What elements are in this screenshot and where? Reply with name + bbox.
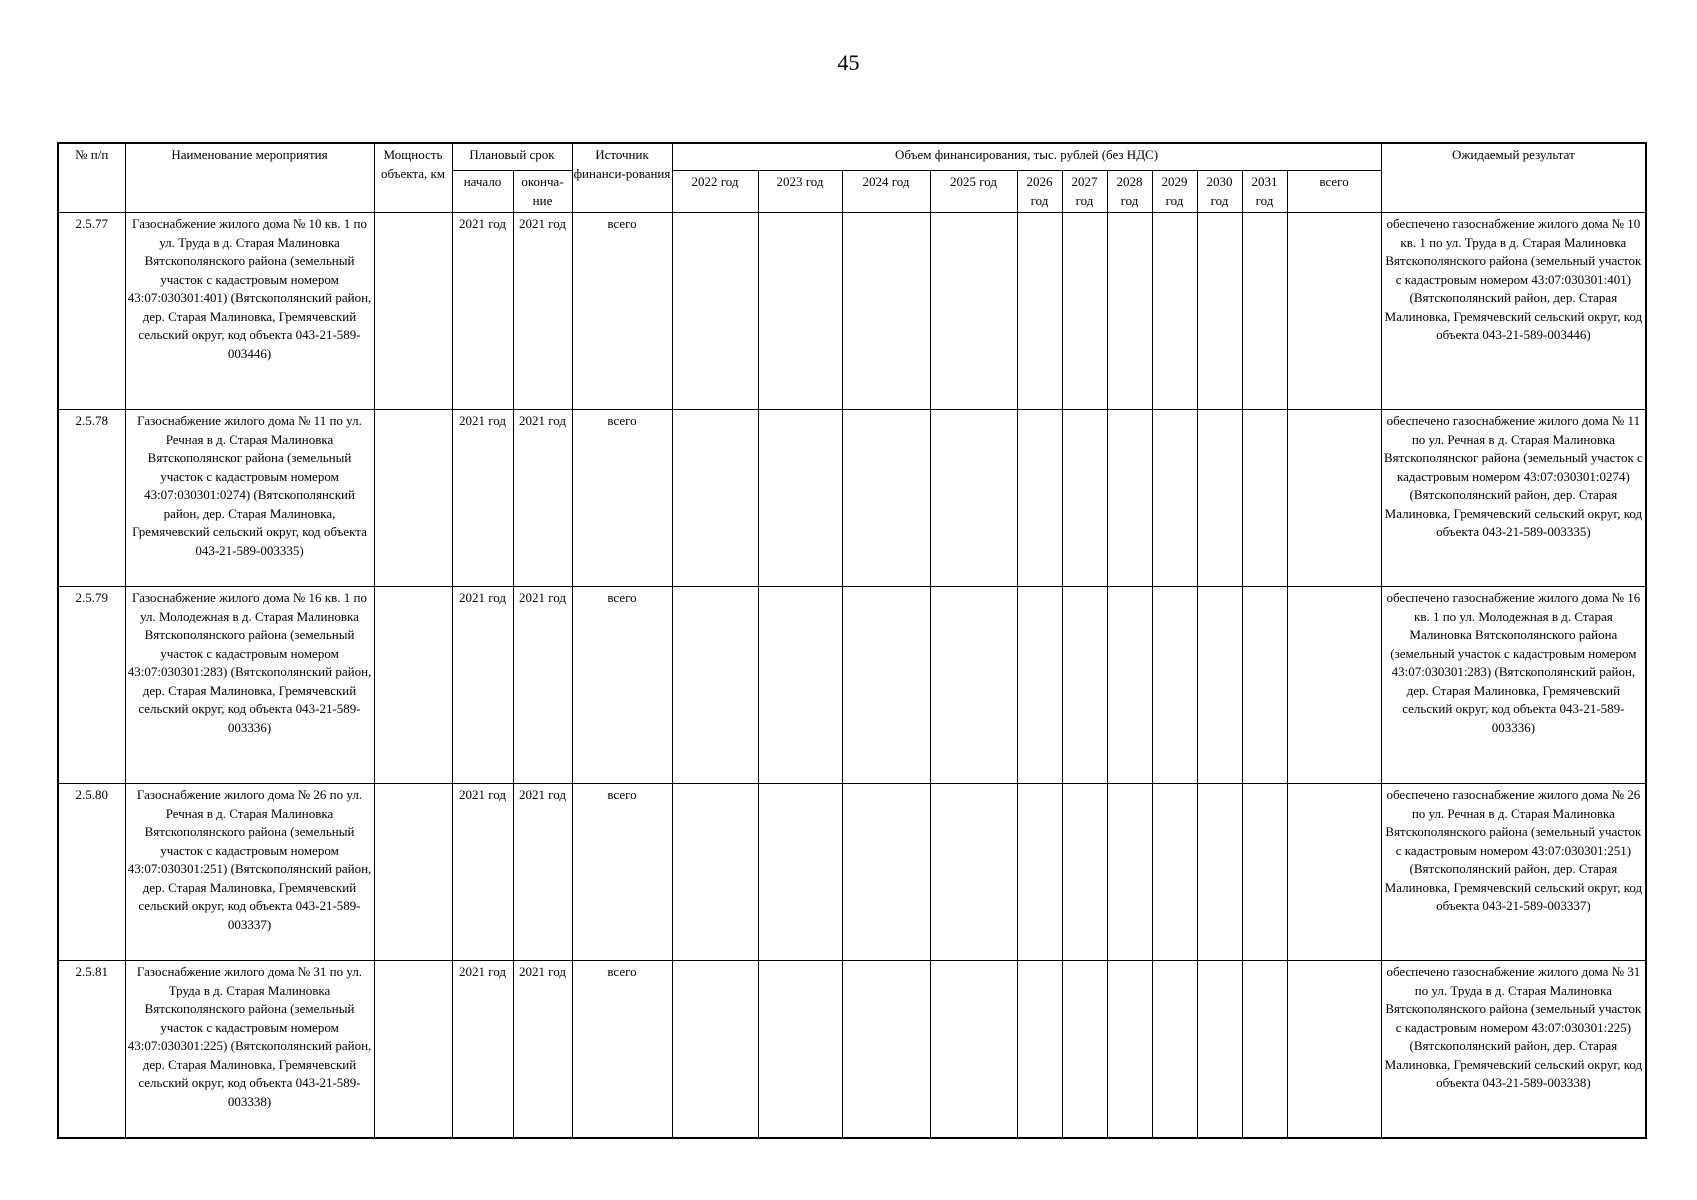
row-2031 (1242, 961, 1287, 1139)
row-2030 (1197, 213, 1242, 410)
row-2022 (672, 961, 758, 1139)
row-start: 2021 год (452, 961, 513, 1139)
row-2023 (758, 784, 842, 961)
header-year-2029: 2029 год (1152, 171, 1197, 213)
header-year-2027: 2027 год (1062, 171, 1107, 213)
header-year-2023: 2023 год (758, 171, 842, 213)
header-total: всего (1287, 171, 1381, 213)
row-num: 2.5.81 (58, 961, 125, 1139)
header-result: Ожидаемый результат (1381, 143, 1646, 213)
row-2023 (758, 213, 842, 410)
row-2030 (1197, 587, 1242, 784)
row-2029 (1152, 784, 1197, 961)
header-year-2030: 2030 год (1197, 171, 1242, 213)
header-year-2028: 2028 год (1107, 171, 1152, 213)
table-row (58, 410, 1646, 587)
row-2023 (758, 587, 842, 784)
table-row (58, 784, 1646, 961)
header-num: № п/п (58, 143, 125, 213)
row-name: Газоснабжение жилого дома № 16 кв. 1 по ул. Молодежная в д. Старая Малиновка Вятскополянского района (земельный участок с кадастровым номером 43:07:030301:283) (Вятскополянский район, дер. Старая Малиновка, Гремячевский сельский округ, код объекта 043-21-589-003336) (125, 587, 374, 784)
header-name: Наименование мероприятия (125, 143, 374, 213)
row-total (1287, 213, 1381, 410)
row-2029 (1152, 213, 1197, 410)
header-year-2026: 2026 год (1017, 171, 1062, 213)
row-capacity (374, 410, 452, 587)
row-2027 (1062, 961, 1107, 1139)
row-2028 (1107, 961, 1152, 1139)
row-2025 (930, 410, 1017, 587)
row-num: 2.5.77 (58, 213, 125, 410)
row-end: 2021 год (513, 213, 572, 410)
row-start: 2021 год (452, 410, 513, 587)
row-2030 (1197, 410, 1242, 587)
table-header-row (58, 143, 1646, 171)
row-2028 (1107, 587, 1152, 784)
row-2029 (1152, 587, 1197, 784)
row-start: 2021 год (452, 784, 513, 961)
row-result: обеспечено газоснабжение жилого дома № 16 кв. 1 по ул. Молодежная в д. Старая Малиновка Вятскополянского района (земельный участок с кадастровым номером 43:07:030301:283) (Вятскополянский район, дер. Старая Малиновка, Гремячевский сельский округ, код объекта 043-21-589-003336) (1381, 587, 1646, 784)
row-name: Газоснабжение жилого дома № 26 по ул. Речная в д. Старая Малиновка Вятскополянского района (земельный участок с кадастровым номером 43:07:030301:251) (Вятскополянский район, дер. Старая Малиновка, Гремячевский сельский округ, код объекта 043-21-589-003337) (125, 784, 374, 961)
row-total (1287, 784, 1381, 961)
header-year-2024: 2024 год (842, 171, 930, 213)
row-source: всего (572, 961, 672, 1139)
row-2024 (842, 587, 930, 784)
row-2025 (930, 587, 1017, 784)
row-name: Газоснабжение жилого дома № 10 кв. 1 по ул. Труда в д. Старая Малиновка Вятскополянского района (земельный участок с кадастровым номером 43:07:030301:401) (Вятскополянский район, дер. Старая Малиновка, Гремячевский сельский округ, код объекта 043-21-589-003446) (125, 213, 374, 410)
header-term-end: оконча-ние (513, 171, 572, 213)
row-2025 (930, 784, 1017, 961)
row-end: 2021 год (513, 784, 572, 961)
row-2026 (1017, 213, 1062, 410)
row-2022 (672, 784, 758, 961)
row-2024 (842, 961, 930, 1139)
header-year-2022: 2022 год (672, 171, 758, 213)
row-2029 (1152, 410, 1197, 587)
row-2028 (1107, 410, 1152, 587)
table-row (58, 587, 1646, 784)
row-2027 (1062, 587, 1107, 784)
row-2031 (1242, 587, 1287, 784)
row-source: всего (572, 410, 672, 587)
row-2025 (930, 961, 1017, 1139)
row-2027 (1062, 410, 1107, 587)
header-capacity: Мощность объекта, км (374, 143, 452, 213)
row-total (1287, 961, 1381, 1139)
row-total (1287, 410, 1381, 587)
row-2022 (672, 410, 758, 587)
row-2022 (672, 587, 758, 784)
row-num: 2.5.78 (58, 410, 125, 587)
row-2026 (1017, 410, 1062, 587)
row-2028 (1107, 213, 1152, 410)
table-row (58, 213, 1646, 410)
row-2030 (1197, 961, 1242, 1139)
row-2026 (1017, 784, 1062, 961)
row-total (1287, 587, 1381, 784)
header-term: Плановый срок (452, 143, 572, 171)
row-source: всего (572, 784, 672, 961)
header-term-start: начало (452, 171, 513, 213)
row-start: 2021 год (452, 587, 513, 784)
row-2027 (1062, 213, 1107, 410)
header-year-2031: 2031 год (1242, 171, 1287, 213)
funding-plan-table (57, 142, 1647, 1139)
row-capacity (374, 961, 452, 1139)
page-number: 45 (837, 50, 860, 75)
row-2028 (1107, 784, 1152, 961)
row-2024 (842, 213, 930, 410)
row-name: Газоснабжение жилого дома № 31 по ул. Труда в д. Старая Малиновка Вятскополянского района (земельный участок с кадастровым номером 43:07:030301:225) (Вятскополянский район, дер. Старая Малиновка, Гремячевский сельский округ, код объекта 043-21-589-003338) (125, 961, 374, 1139)
header-source: Источник финанси-рования (572, 143, 672, 213)
row-2025 (930, 213, 1017, 410)
row-num: 2.5.80 (58, 784, 125, 961)
row-capacity (374, 213, 452, 410)
row-result: обеспечено газоснабжение жилого дома № 31 по ул. Труда в д. Старая Малиновка Вятскополянского района (земельный участок с кадастровым номером 43:07:030301:225) (Вятскополянский район, дер. Старая Малиновка, Гремячевский сельский округ, код объекта 043-21-589-003338) (1381, 961, 1646, 1139)
row-2031 (1242, 784, 1287, 961)
row-source: всего (572, 213, 672, 410)
row-2023 (758, 961, 842, 1139)
row-result: обеспечено газоснабжение жилого дома № 11 по ул. Речная в д. Старая Малиновка Вятскополянског района (земельный участок с кадастровым номером 43:07:030301:0274) (Вятскополянский район, дер. Старая Малиновка, Гремячевский сельский округ, код объекта 043-21-589-003335) (1381, 410, 1646, 587)
row-end: 2021 год (513, 587, 572, 784)
row-source: всего (572, 587, 672, 784)
row-2029 (1152, 961, 1197, 1139)
row-num: 2.5.79 (58, 587, 125, 784)
row-2024 (842, 784, 930, 961)
row-name: Газоснабжение жилого дома № 11 по ул. Речная в д. Старая Малиновка Вятскополянског района (земельный участок с кадастровым номером 43:07:030301:0274) (Вятскополянский район, дер. Старая Малиновка, Гремячевский сельский округ, код объекта 043-21-589-003335) (125, 410, 374, 587)
row-result: обеспечено газоснабжение жилого дома № 26 по ул. Речная в д. Старая Малиновка Вятскополянского района (земельный участок с кадастровым номером 43:07:030301:251) (Вятскополянский район, дер. Старая Малиновка, Гремячевский сельский округ, код объекта 043-21-589-003337) (1381, 784, 1646, 961)
row-2023 (758, 410, 842, 587)
row-2026 (1017, 961, 1062, 1139)
row-end: 2021 год (513, 961, 572, 1139)
row-end: 2021 год (513, 410, 572, 587)
row-2027 (1062, 784, 1107, 961)
table-row (58, 961, 1646, 1139)
row-2022 (672, 213, 758, 410)
row-2024 (842, 410, 930, 587)
row-2031 (1242, 213, 1287, 410)
row-2030 (1197, 784, 1242, 961)
row-2031 (1242, 410, 1287, 587)
header-year-2025: 2025 год (930, 171, 1017, 213)
row-result: обеспечено газоснабжение жилого дома № 10 кв. 1 по ул. Труда в д. Старая Малиновка Вятскополянского района (земельный участок с кадастровым номером 43:07:030301:401) (Вятскополянский район, дер. Старая Малиновка, Гремячевский сельский округ, код объекта 043-21-589-003446) (1381, 213, 1646, 410)
row-2026 (1017, 587, 1062, 784)
row-capacity (374, 784, 452, 961)
row-capacity (374, 587, 452, 784)
header-funding: Объем финансирования, тыс. рублей (без НДС) (672, 143, 1381, 171)
row-start: 2021 год (452, 213, 513, 410)
